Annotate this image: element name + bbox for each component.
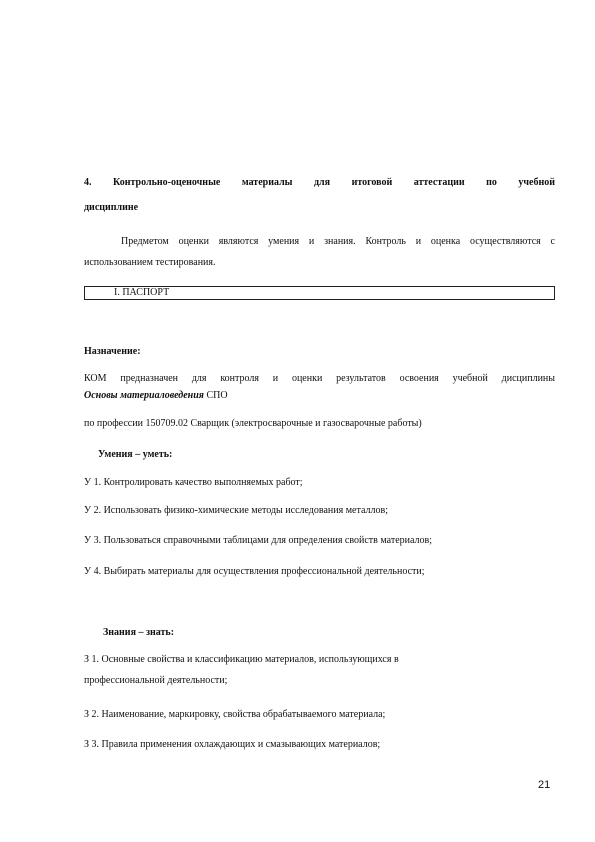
page-number: 21 xyxy=(538,779,551,791)
purpose-heading: Назначение: xyxy=(84,346,141,357)
skills-heading: Умения – уметь: xyxy=(98,449,173,460)
skill-item: У 4. Выбирать материалы для осуществления профессиональной деятельности; xyxy=(84,566,425,577)
skill-item: У 1. Контролировать качество выполняемых работ; xyxy=(84,477,303,488)
section-heading-line1: 4. Контрольно-оценочные материалы для итоговой аттестации по учебной xyxy=(84,177,555,188)
purpose-line1: КОМ предназначен для контроля и оценки результатов освоения учебной дисциплины xyxy=(84,373,555,384)
knowledge-item1-line1: З 1. Основные свойства и классификацию материалов, использующихся в xyxy=(84,654,399,665)
purpose-line2 xyxy=(84,389,228,402)
profession-line: по профессии 150709.02 Сварщик (электросварочные и газосварочные работы) xyxy=(84,418,422,429)
knowledge-heading: Знания – знать: xyxy=(103,627,175,638)
knowledge-item1-line2: профессиональной деятельности; xyxy=(84,675,228,686)
passport-box xyxy=(84,286,555,300)
skill-item: У 2. Использовать физико-химические методы исследования металлов; xyxy=(84,505,388,516)
intro-line1: Предметом оценки являются умения и знания. Контроль и оценка осуществляются с xyxy=(121,236,555,247)
knowledge-item: З 2. Наименование, маркировку, свойства обрабатываемого материала; xyxy=(84,709,386,720)
knowledge-item: З 3. Правила применения охлаждающих и смазывающих материалов; xyxy=(84,739,381,750)
passport-label: I. ПАСПОРТ xyxy=(114,287,170,298)
section-heading-line2: дисциплине xyxy=(84,202,139,213)
intro-line2: использованием тестирования. xyxy=(84,257,216,268)
spo-label: СПО xyxy=(203,390,228,401)
skill-item: У 3. Пользоваться справочными таблицами для определения свойств материалов; xyxy=(84,535,433,546)
discipline-name: Основы материаловедения xyxy=(84,390,204,401)
